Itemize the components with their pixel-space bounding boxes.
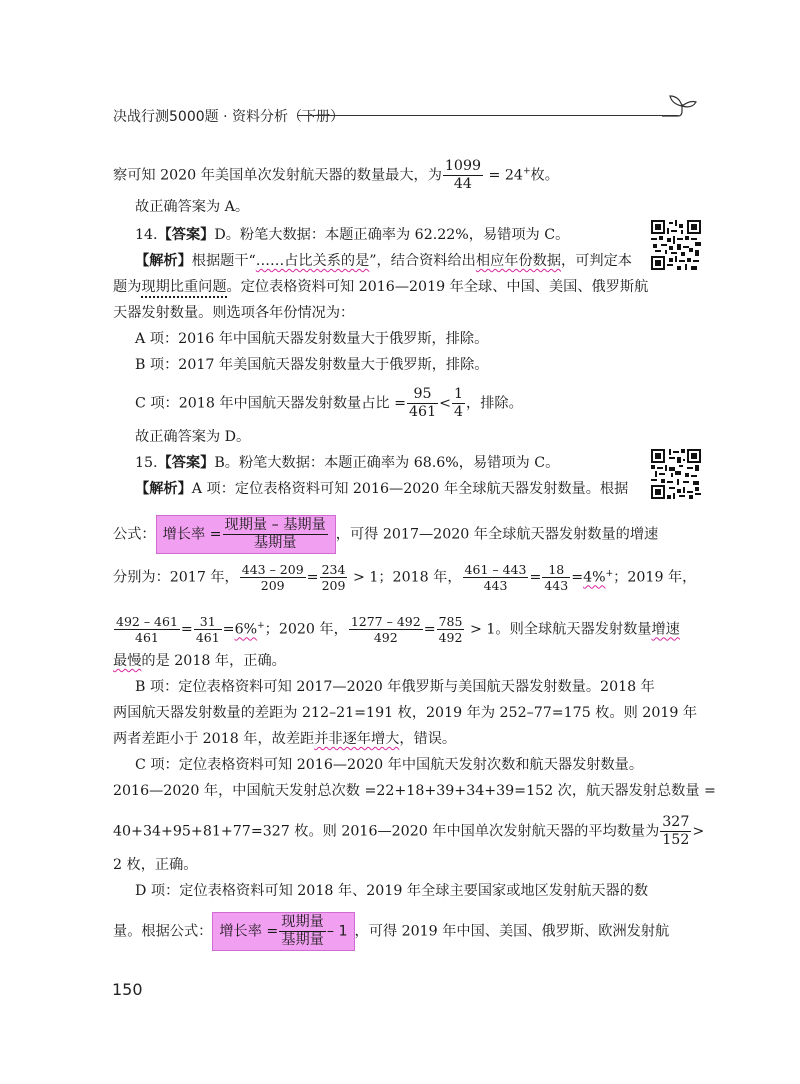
text-line: 故正确答案为 D。: [135, 429, 251, 445]
header-rule: [298, 115, 678, 116]
qr-code-icon: [651, 220, 701, 270]
text-line: C 项：定位表格资料可知 2016—2020 年中国航天发射次数和航天器发射数量。: [135, 757, 644, 773]
text-line: 天器发射数量。则选项各年份情况为：: [113, 305, 355, 321]
text-line: 分别为：2017 年， $\frac{443 - 209}{209}$ = $\frac{234}{209}$ > 1；2018 年， $\frac{461 - 443}{443}$ = $\frac{18}{443}$ =4%+；2019 年，: [113, 562, 697, 594]
text-line: 【解析】根据题干“……占比关系的是”，结合资料给出相应年份数据，可判定本: [135, 253, 632, 269]
qr-code-15[interactable]: [651, 449, 701, 499]
formula-line: 公式： 增长率 = $\frac{\text{现期量 – 基期量}}{\text{基期量}}$ ，可得 2017—2020 年全球航天器发射数量的增速: [113, 515, 658, 554]
page-number: 150: [112, 980, 143, 999]
answer-line-15: 15.【答案】B。粉笔大数据：本题正确率为 68.6%，易错项为 C。: [135, 455, 560, 471]
text-line: 2 枚，正确。: [113, 857, 198, 873]
formula-highlight: 增长率 = $\frac{\text{现期量}}{\text{基期量}}$ – 1: [212, 912, 354, 951]
text-line: 最慢的是 2018 年，正确。: [113, 653, 286, 669]
text-line: 两国航天器发射数量的差距为 212–21=191 枚，2019 年为 252–77=175 枚。则 2019 年: [113, 705, 698, 721]
text-line: 题为现期比重问题。定位表格资料可知 2016—2019 年全球、中国、美国、俄罗斯航: [113, 278, 623, 296]
formula-highlight: 增长率 = $\frac{\text{现期量 – 基期量}}{\text{基期量}}$: [156, 515, 336, 554]
text-line: 察可知 2020 年美国单次发射航天器的数量最大，为 $\frac{1099}{44}$ = 24+枚。: [113, 158, 559, 192]
text-line: $\frac{492 - 461}{461}$ = $\frac{31}{461}$ =6%+；2020 年， $\frac{1277 - 492}{492}$ = $\frac{785}{492}$ > 1。则全球航天器发射数量增速: [116, 614, 680, 646]
text-line: D 项：定位表格资料可知 2018 年、2019 年全球主要国家或地区发射航天器的数: [135, 883, 649, 899]
qr-code-icon: [651, 449, 701, 499]
text-line: 两者差距小于 2018 年，故差距并非逐年增大，错误。: [113, 731, 457, 747]
option-b: B 项：2017 年美国航天器发射数量大于俄罗斯，排除。: [135, 357, 489, 373]
qr-code-14[interactable]: [651, 220, 701, 270]
option-c: C 项：2018 年中国航天器发射数量占比 = $\frac{95}{461}$ < $\frac{1}{4}$ ，排除。: [135, 386, 523, 420]
sprout-icon: [660, 92, 698, 124]
running-header: 决战行测5000题 · 资料分析（下册）: [113, 109, 344, 125]
text-line: B 项：定位表格资料可知 2017—2020 年俄罗斯与美国航天器发射数量。2018 年: [135, 679, 655, 695]
text-line: 【解析】A 项：定位表格资料可知 2016—2020 年全球航天器发射数量。根据: [135, 481, 629, 497]
formula-line: 量。根据公式： 增长率 = $\frac{\text{现期量}}{\text{基期量}}$ – 1 ，可得 2019 年中国、美国、俄罗斯、欧洲发射航: [113, 912, 669, 951]
text-line: 40+34+95+81+77=327 枚。则 2016—2020 年中国单次发射航天器的平均数量为 $\frac{327}{152}$ >: [113, 814, 705, 848]
text-line: 2016—2020 年，中国航天发射总次数 =22+18+39+34+39=152 次，航天器发射总数量 =: [113, 783, 716, 799]
answer-line-14: 14.【答案】D。粉笔大数据：本题正确率为 62.22%，易错项为 C。: [135, 227, 570, 243]
option-a: A 项：2016 年中国航天器发射数量大于俄罗斯，排除。: [135, 331, 489, 347]
text-line: 故正确答案为 A。: [135, 199, 250, 215]
